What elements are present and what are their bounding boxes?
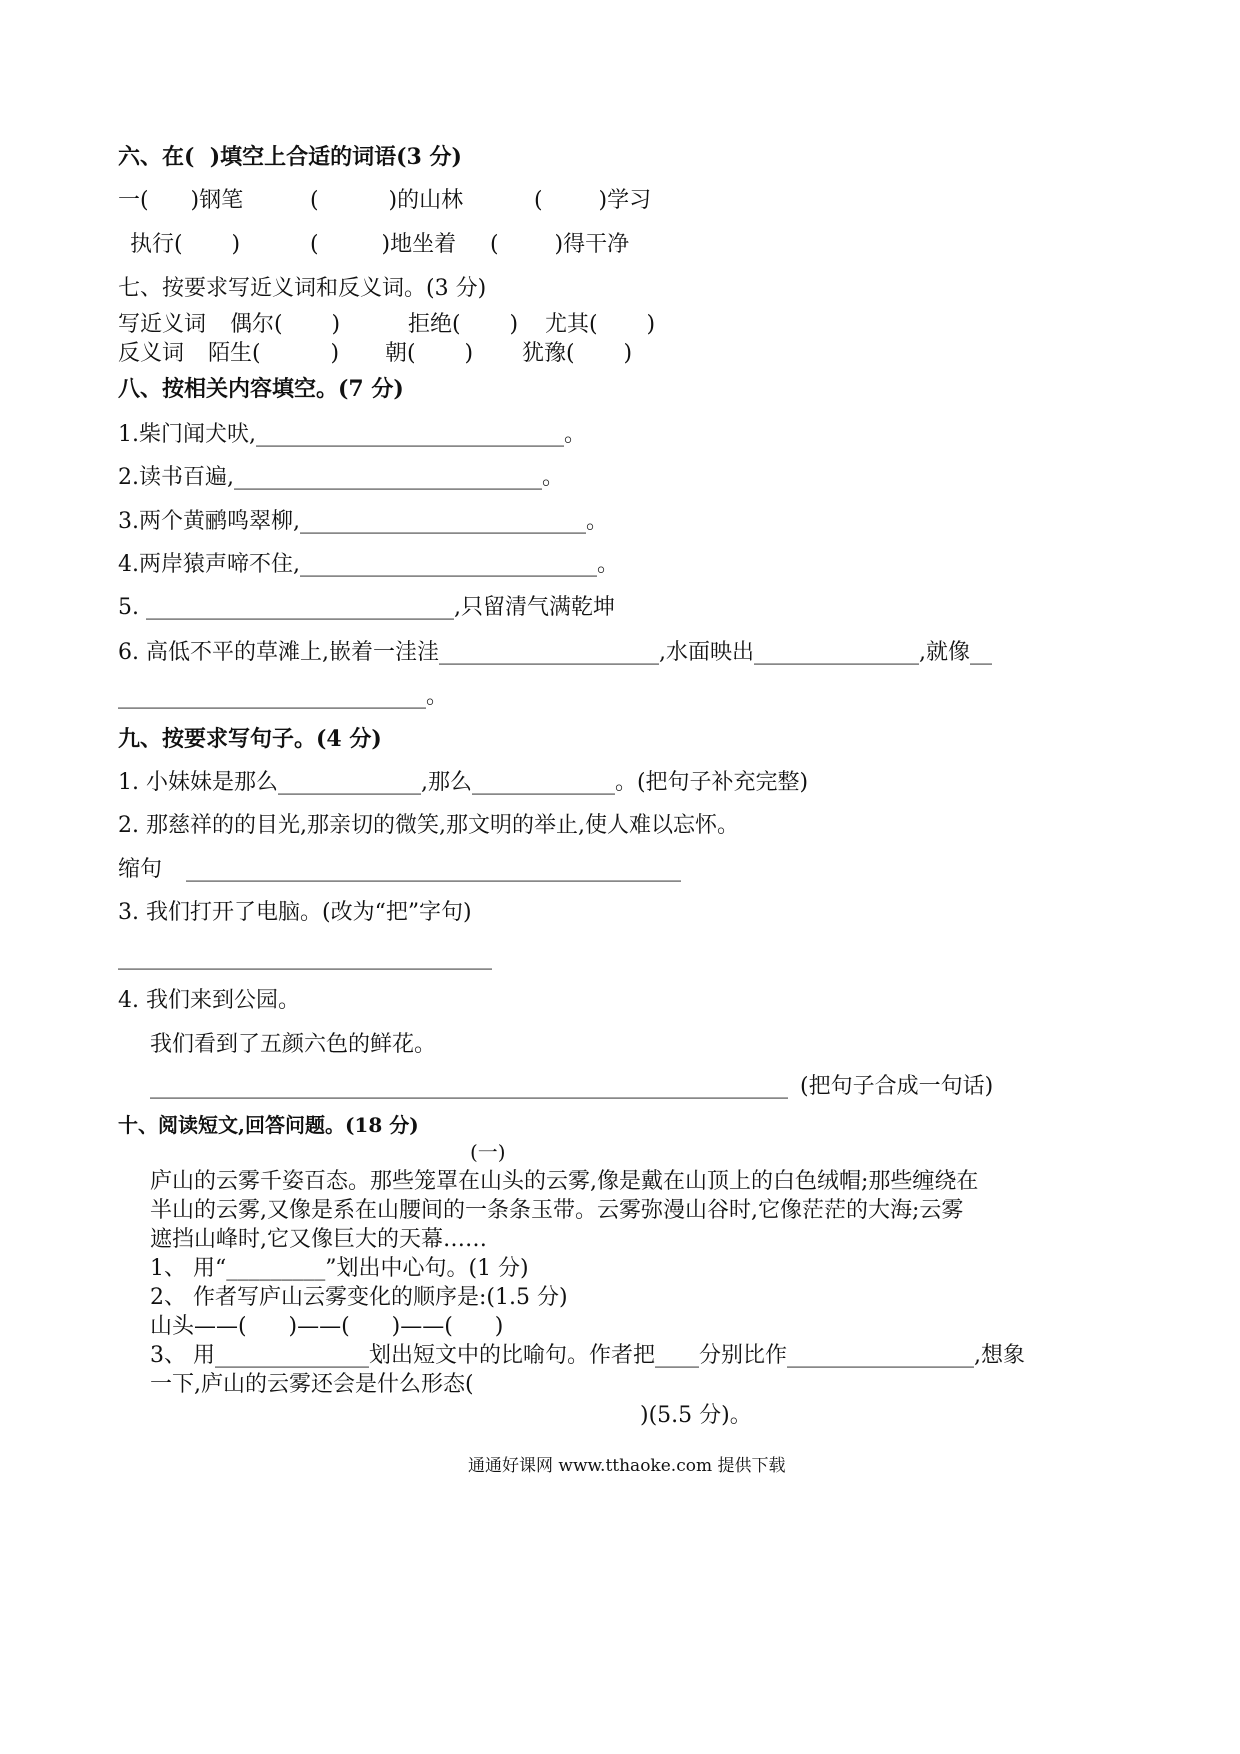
s10-q2-chain: 山头——( )——( )——( )	[150, 1314, 504, 1339]
s9-q4-sentence-1: 4. 我们来到公园。	[118, 988, 300, 1013]
s9-q4-blank: __________________________________________________________	[150, 1074, 788, 1099]
s9-q3: 3. 我们打开了电脑。(改为“把”字句)	[118, 900, 472, 925]
section-9-heading: 九、按要求写句子。(4 分)	[118, 726, 382, 752]
antonym-item-2: 朝( )	[385, 341, 474, 366]
s10-q3-line-2: 一下,庐山的云雾还会是什么形态(	[150, 1372, 474, 1397]
synonym-item-3: 尤其( )	[545, 312, 656, 337]
s6-item-5: ( )地坐着	[310, 232, 457, 257]
s10-q1: 1、 用“_________”划出中心句。(1 分)	[150, 1256, 529, 1281]
section-8-heading: 八、按相关内容填空。(7 分)	[118, 376, 404, 402]
s9-q4-sentence-2: 我们看到了五颜六色的鲜花。	[150, 1032, 437, 1057]
synonym-item-2: 拒绝( )	[408, 312, 519, 337]
s10-passage-line-2: 半山的云雾,又像是系在山腰间的一条条玉带。云雾弥漫山谷时,它像茫茫的大海;云雾	[150, 1198, 964, 1223]
s8-fill-5: 5. ____________________________,只留清气满乾坤	[118, 595, 615, 620]
s9-q1: 1. 小妹妹是那么_____________,那么_____________。(把句子补充完整)	[118, 770, 809, 795]
s8-fill-6-cont: ____________________________。	[118, 684, 449, 709]
s10-q3-line-1: 3、 用______________划出短文中的比喻句。作者把____分别比作_________________,想象	[150, 1343, 1025, 1368]
section-6-heading: 六、在( )填空上合适的词语(3 分)	[118, 144, 462, 170]
s9-q4-note: (把句子合成一句话)	[800, 1074, 994, 1099]
s9-q2-label: 缩句	[118, 857, 163, 882]
s6-item-6: ( )得干净	[490, 232, 630, 257]
s10-passage-line-3: 遮挡山峰时,它又像巨大的天幕……	[150, 1227, 487, 1252]
antonym-item-3: 犹豫( )	[522, 341, 633, 366]
s10-passage-line-1: 庐山的云雾千姿百态。那些笼罩在山头的云雾,像是戴在山顶上的白色绒帽;那些缠绕在	[150, 1169, 979, 1194]
s8-fill-3: 3.两个黄鹂鸣翠柳,__________________________。	[118, 509, 608, 534]
page-footer: 通通好课网 www.tthaoke.com 提供下载	[468, 1456, 786, 1476]
s10-q3-line-3: )(5.5 分)。	[640, 1403, 752, 1428]
s6-item-2: ( )的山林	[310, 188, 464, 213]
s8-fill-2: 2.读书百遍,____________________________。	[118, 465, 564, 490]
s6-item-4: 执行( )	[130, 232, 241, 257]
synonym-label: 写近义词	[118, 312, 207, 337]
s8-fill-1: 1.柴门闻犬吠,____________________________。	[118, 422, 586, 447]
section-7-heading: 七、按要求写近义词和反义词。(3 分)	[118, 276, 487, 301]
s10-part-label: (一)	[470, 1140, 506, 1164]
s9-q2-blank: _____________________________________________	[186, 857, 681, 882]
synonym-item-1: 偶尔( )	[230, 312, 341, 337]
s9-q2: 2. 那慈祥的的目光,那亲切的微笑,那文明的举止,使人难以忘怀。	[118, 813, 739, 838]
s10-q2: 2、 作者写庐山云雾变化的顺序是:(1.5 分)	[150, 1285, 568, 1310]
s8-fill-6: 6. 高低不平的草滩上,嵌着一洼洼____________________,水面映出_______________,就像__	[118, 640, 992, 665]
s6-item-1: 一( )钢笔	[118, 188, 244, 213]
s9-q3-blank: __________________________________	[118, 945, 492, 970]
s8-fill-4: 4.两岸猿声啼不住,___________________________。	[118, 552, 619, 577]
s6-item-3: ( )学习	[534, 188, 652, 213]
section-10-heading: 十、阅读短文,回答问题。(18 分)	[118, 1113, 419, 1137]
antonym-label: 反义词	[118, 341, 185, 366]
antonym-item-1: 陌生( )	[208, 341, 340, 366]
